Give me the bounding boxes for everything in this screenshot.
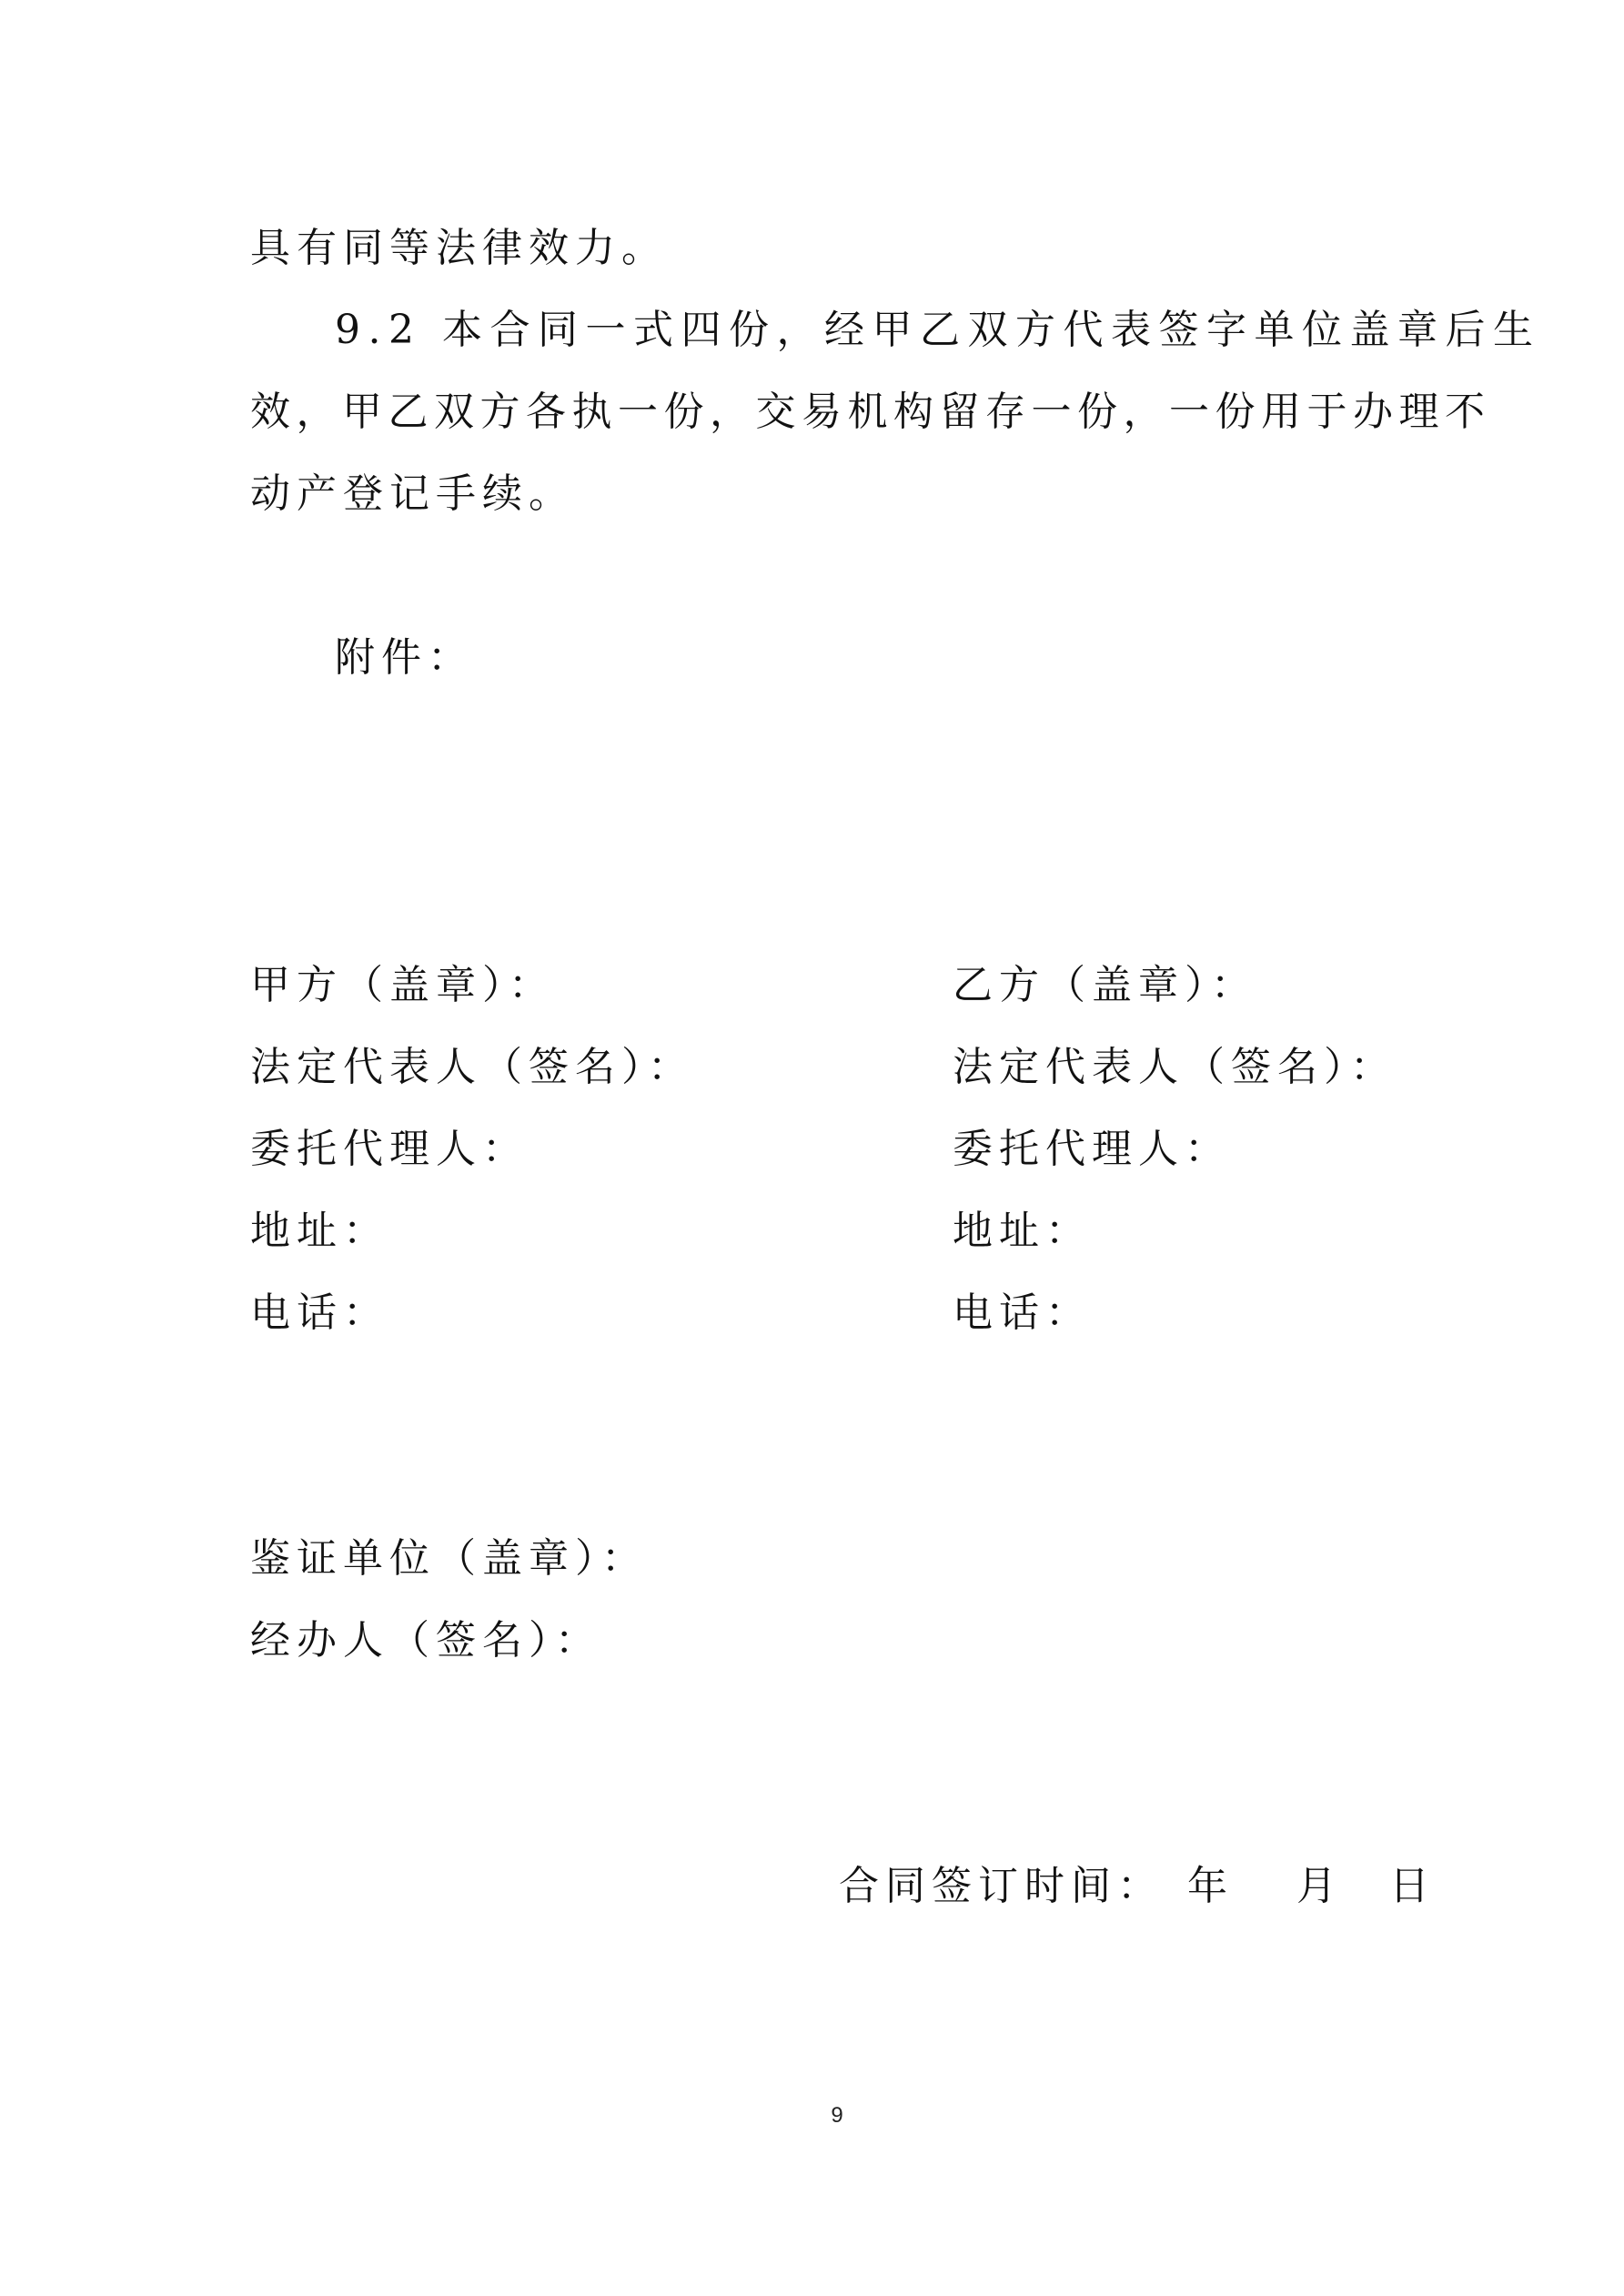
party-a-seal: 甲方（盖章）： [250,962,555,1008]
attachment-label: 附件： [335,634,474,681]
signing-date-label: 合同签订时间： [839,1863,1164,1909]
signing-date-day: 日 [1389,1863,1436,1909]
body-line-1: 具有同等法律效力。 [250,225,668,271]
party-b-agent: 委托代理人： [953,1126,1231,1172]
signing-date-year: 年 [1187,1863,1234,1909]
party-b-legal-rep: 法定代表人（签名）： [953,1044,1397,1090]
page-number: 9 [831,2103,843,2128]
clause-9-2-line-3: 动产登记手续。 [250,470,575,517]
party-a-address: 地址： [250,1208,389,1254]
party-a-legal-rep: 法定代表人（签名）： [250,1044,694,1090]
party-b-phone: 电话： [953,1290,1092,1336]
party-b-seal: 乙方（盖章）： [953,962,1257,1008]
party-b-address: 地址： [953,1208,1092,1254]
clause-9-2-line-2: 效，甲乙双方各执一份，交易机构留存一份，一份用于办理不 [250,389,1491,435]
party-a-phone: 电话： [250,1290,389,1336]
certification-handler: 经办人（签名）： [250,1617,601,1664]
certification-unit: 鉴证单位（盖章）： [250,1535,648,1582]
clause-9-2-line-1: 9.2 本合同一式四份，经甲乙双方代表签字单位盖章后生 [335,307,1541,353]
signing-date-month: 月 [1296,1863,1343,1909]
party-a-agent: 委托代理人： [250,1126,529,1172]
